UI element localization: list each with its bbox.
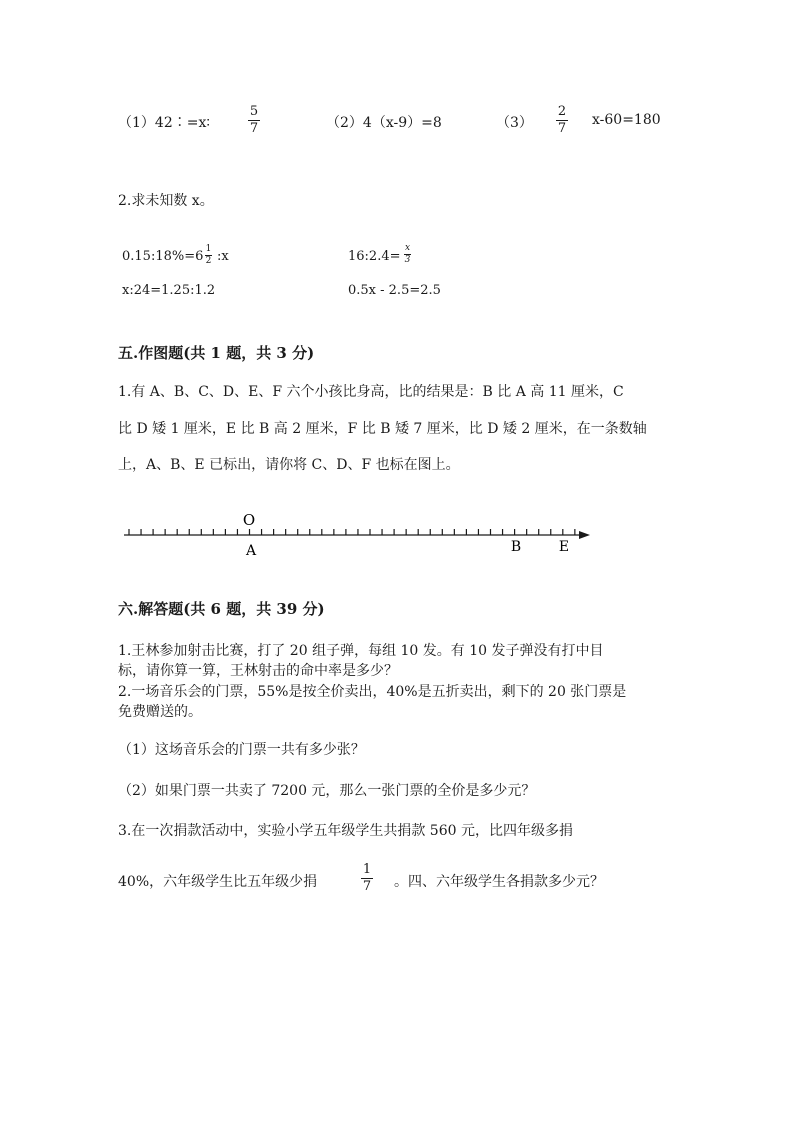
number-line-arrow bbox=[579, 531, 590, 539]
point-b-label: B bbox=[510, 539, 522, 555]
fraction-numerator: 2 bbox=[557, 104, 567, 119]
q1-part1-fraction bbox=[248, 105, 260, 136]
fraction-denominator: 7 bbox=[249, 121, 259, 136]
fraction-numerator: x bbox=[404, 243, 411, 253]
point-a-label: A bbox=[245, 543, 257, 559]
section5-q1-line2: 比 D 矮 1 厘米，E 比 B 高 2 厘米，F 比 B 矮 7 厘米，比 D 矮 2 厘米，在一条数轴 bbox=[118, 421, 647, 437]
fraction-denominator: 3 bbox=[404, 255, 411, 265]
section6-q1-line1: 1.王林参加射击比赛，打了 20 组子弹，每组 10 发。有 10 发子弹没有打中目 bbox=[118, 643, 604, 659]
q3-fraction bbox=[361, 863, 373, 894]
q1-part3-rest: x-60=180 bbox=[592, 112, 661, 128]
fraction-denominator: 2 bbox=[205, 256, 212, 266]
eq2-text: 16:2.4= bbox=[348, 249, 401, 264]
eq1-text: 0.15:18%=6 bbox=[122, 249, 204, 264]
section5-q1-line1: 1.有 A、B、C、D、E、F 六个小孩比身高，比的结果是：B 比 A 高 11 厘米，C bbox=[118, 384, 624, 400]
eq1-fraction bbox=[205, 245, 212, 266]
origin-label: O bbox=[242, 511, 256, 529]
q2-equation-4: 0.5x - 2.5=2.5 bbox=[348, 283, 441, 298]
section6-heading: 六.解答题(共 6 题，共 39 分) bbox=[118, 600, 325, 618]
section6-q2-sub1: （1）这场音乐会的门票一共有多少张？ bbox=[118, 742, 365, 758]
fraction-denominator: 7 bbox=[557, 121, 567, 136]
section5-q1-line3: 上，A、B、E 已标出，请你将 C、D、F 也标在图上。 bbox=[118, 457, 460, 473]
section6-q2-line1: 2.一场音乐会的门票，55%是按全价卖出，40%是五折卖出，剩下的 20 张门票是 bbox=[118, 684, 627, 700]
section6-q1-line2: 标，请你算一算，王林射击的命中率是多少？ bbox=[118, 663, 398, 679]
q2-title: 2.求未知数 x。 bbox=[118, 193, 214, 209]
point-e-label: E bbox=[558, 539, 570, 555]
section6-q2-line2: 免费赠送的。 bbox=[118, 704, 202, 720]
fraction-denominator: 7 bbox=[362, 879, 372, 894]
eq1-tail: :x bbox=[217, 249, 229, 264]
section6-q2-sub2: （2）如果门票一共卖了 7200 元，那么一张门票的全价是多少元？ bbox=[118, 783, 536, 799]
q3-line2-start: 40%，六年级学生比五年级少捐 bbox=[118, 874, 318, 890]
fraction-numerator: 1 bbox=[205, 244, 212, 254]
q1-part3-label: （3） bbox=[496, 115, 533, 131]
eq2-fraction bbox=[404, 244, 411, 265]
section6-q3-line1: 3.在一次捐款活动中，实验小学五年级学生共捐款 560 元，比四年级多捐 bbox=[118, 823, 573, 839]
section5-heading: 五.作图题(共 1 题，共 3 分) bbox=[118, 344, 315, 362]
q3-line2-end: 。四、六年级学生各捐款多少元？ bbox=[394, 874, 604, 890]
q1-part1-text: （1）42∶=x∶ bbox=[118, 115, 210, 131]
q1-part2-text: （2）4（x-9）=8 bbox=[326, 115, 442, 131]
fraction-numerator: 5 bbox=[249, 104, 259, 119]
number-line bbox=[0, 500, 794, 570]
fraction-numerator: 1 bbox=[362, 862, 372, 877]
number-line-ticks bbox=[129, 529, 575, 535]
q2-equation-3: x:24=1.25:1.2 bbox=[122, 283, 216, 298]
q1-part3-fraction bbox=[556, 105, 568, 136]
